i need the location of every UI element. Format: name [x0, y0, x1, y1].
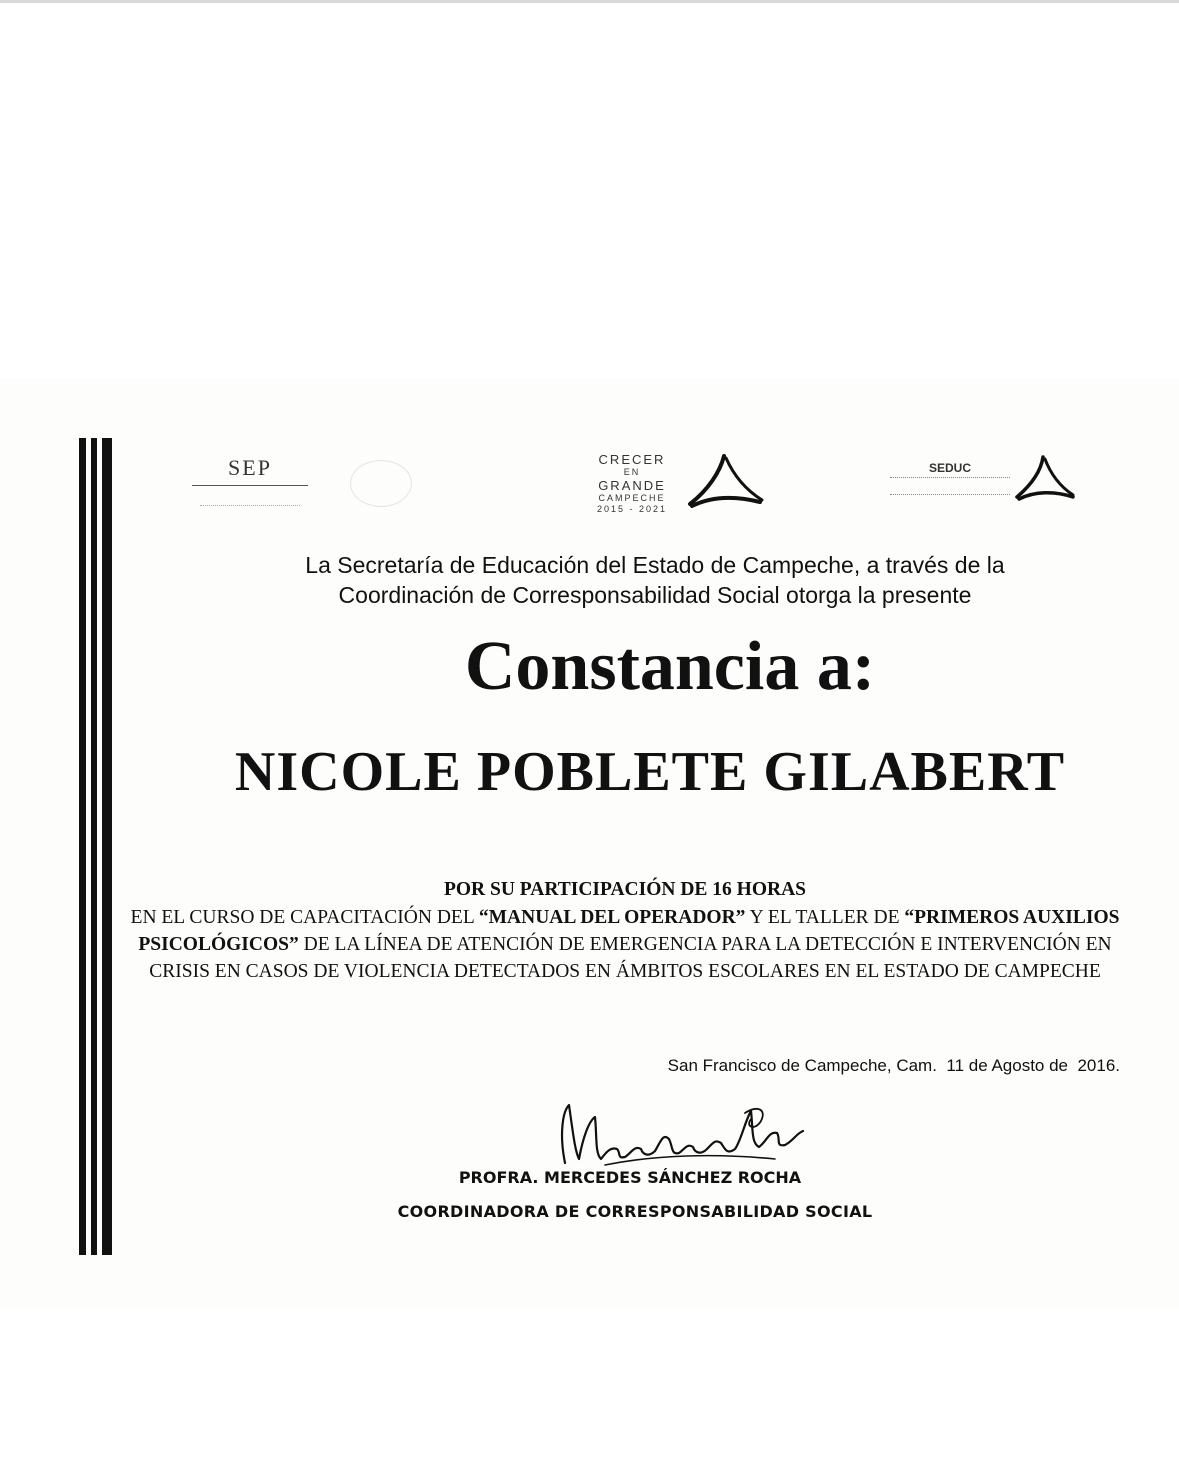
issuer-statement-line: Coordinación de Corresponsabilidad Social otorga la presente — [338, 582, 972, 608]
seduc-logo — [885, 455, 1085, 505]
crecer-logo-line: EN — [623, 467, 641, 477]
place-and-date: San Francisco de Campeche, Cam. 11 de Agosto de 2016. — [667, 1056, 1120, 1075]
crecer-logo-line: CRECER — [598, 452, 666, 467]
certificate-title: Constancia a: — [464, 628, 876, 705]
sep-logo — [190, 455, 310, 515]
left-border-bar — [102, 438, 112, 1255]
course-workshop-name: “PRIMEROS AUXILIOS PSICOLÓGICOS” — [138, 907, 1120, 955]
seduc-logo-text: SEDUC — [928, 461, 971, 475]
sep-logo-rule — [192, 485, 308, 486]
crecer-logo-text — [590, 452, 674, 515]
signer-name: PROFRA. MERCEDES SÁNCHEZ ROCHA — [458, 1168, 802, 1187]
course-text: Y EL TALLER DE — [745, 907, 905, 928]
course-text: EN EL CURSO DE CAPACITACIÓN DEL — [130, 907, 479, 928]
crecer-en-grande-logo — [590, 452, 770, 514]
signer-role: COORDINADORA DE CORRESPONSABILIDAD SOCIAL — [397, 1202, 873, 1221]
left-border-bar — [91, 438, 97, 1255]
recipient-name: NICOLE POBLETE GILABERT — [234, 741, 1066, 803]
course-text: DE LA LÍNEA DE ATENCIÓN DE EMERGENCIA PARA LA DETECCIÓN E INTERVENCIÓN EN CRISIS EN CASOS DE VIOLENCIA DETECTADOS EN ÁMBITOS ESCOLARES EN EL ESTADO DE CAMPECHE — [149, 934, 1112, 982]
issuer-statement-line: La Secretaría de Educación del Estado de Campeche, a través de la — [305, 552, 1005, 578]
course-description — [130, 904, 1120, 985]
crecer-tent-icon — [686, 454, 766, 510]
national-seal-icon — [350, 460, 412, 507]
left-border-bar — [79, 438, 86, 1255]
participation-hours: POR SU PARTICIPACIÓN DE 16 HORAS — [443, 879, 807, 900]
top-divider — [0, 0, 1179, 3]
crecer-logo-line: 2015 - 2021 — [596, 504, 668, 514]
crecer-logo-line: GRANDE — [598, 478, 666, 493]
sep-logo-subtext — [200, 491, 300, 506]
seduc-tent-icon — [1013, 455, 1077, 503]
sep-logo-text: SEP — [228, 455, 272, 480]
seduc-logo-subtext — [890, 477, 1010, 495]
crecer-logo-line: CAMPECHE — [598, 493, 666, 503]
issuer-statement — [150, 550, 1160, 610]
course-manual-name: “MANUAL DEL OPERADOR” — [478, 907, 746, 928]
